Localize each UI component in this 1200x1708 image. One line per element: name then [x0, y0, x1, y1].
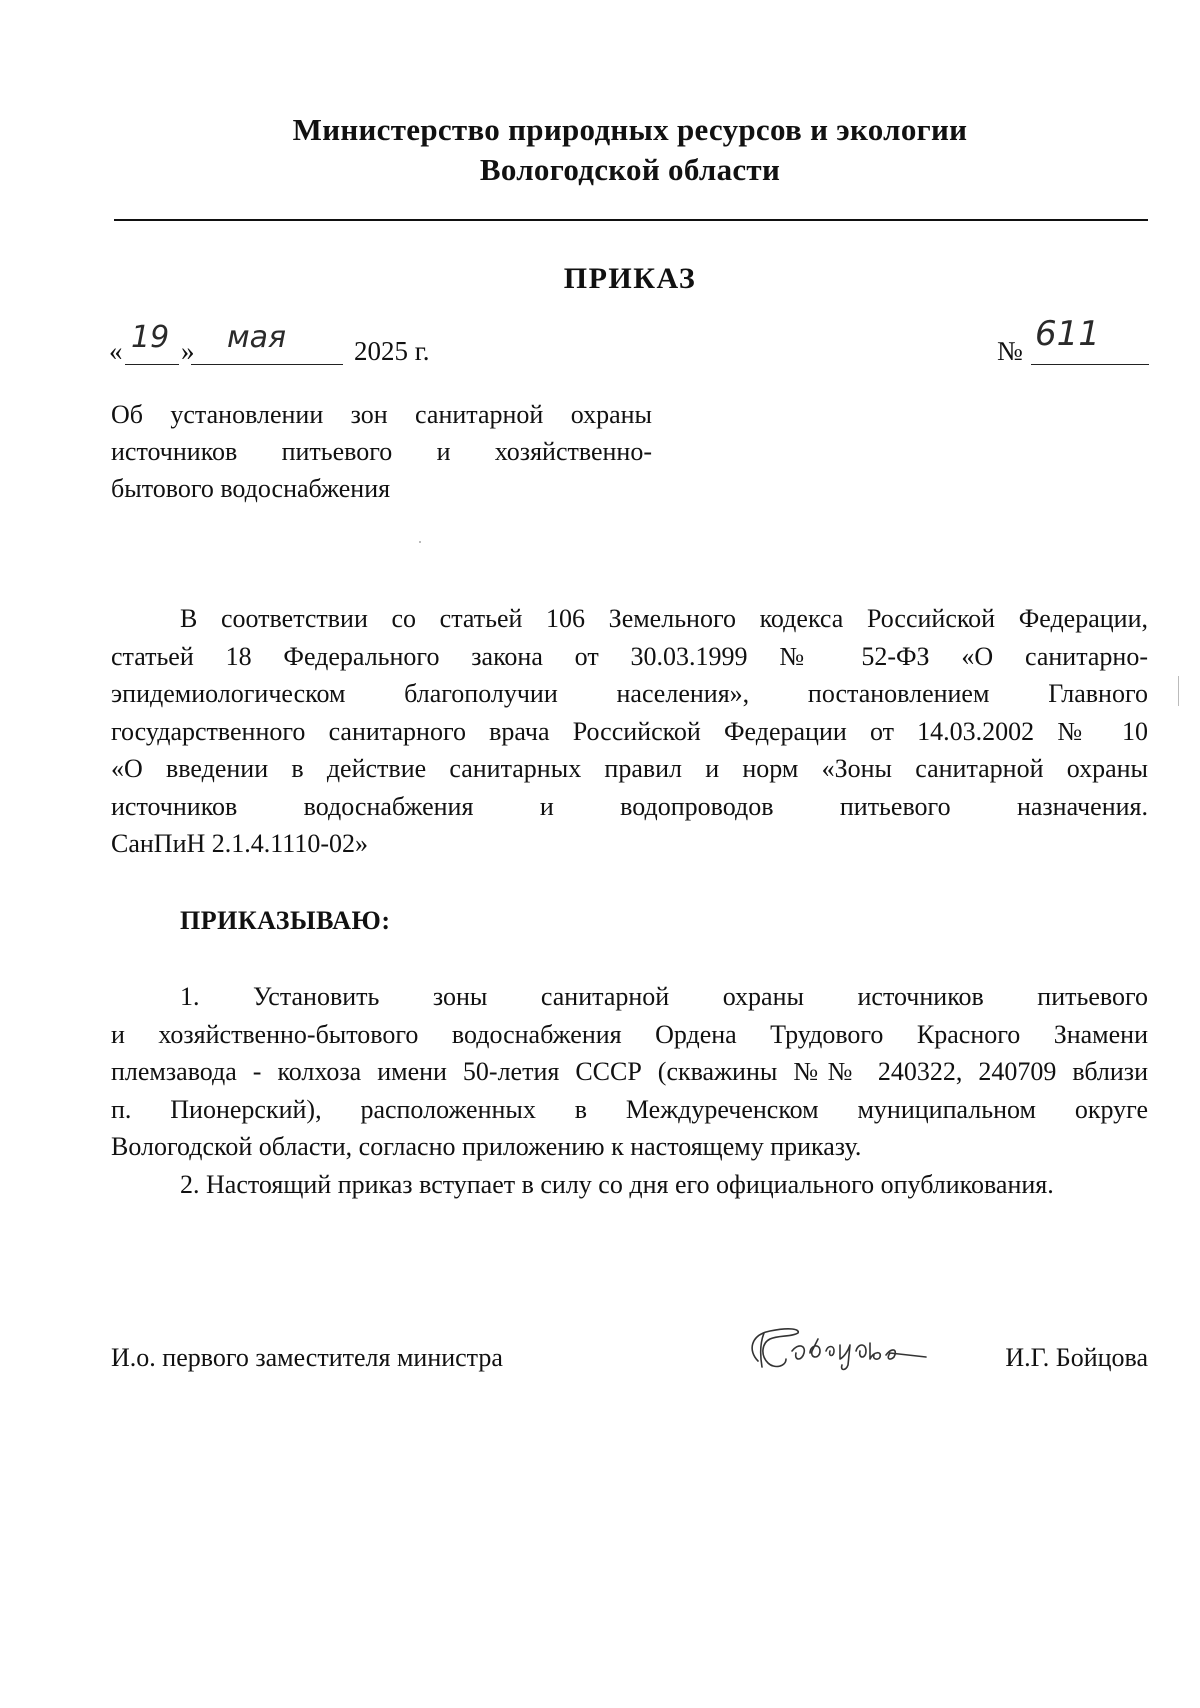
date-year: 2025 г.	[354, 336, 430, 366]
subject-line: бытового водоснабжения	[111, 474, 391, 503]
date-open-quote: «	[109, 336, 123, 366]
day-underline	[125, 364, 179, 365]
item-1-line: племзавода - колхоза имени 50-летия СССР (скважины №№ 240322, 240709 вблизи	[111, 1057, 1148, 1086]
preamble-line: СанПиН 2.1.4.1110-02»	[111, 829, 368, 858]
preamble-line: государственного санитарного врача Российской Федерации от 14.03.2002 № 10	[111, 716, 1148, 746]
signatory-position: И.о. первого заместителя министра	[111, 1343, 503, 1372]
item-1-line: п. Пионерский), расположенных в Междуреченском муниципальном округе	[111, 1094, 1148, 1124]
preamble-line: источников водоснабжения и водопроводов питьевого назначения.	[111, 791, 1148, 821]
order-directive-heading: ПРИКАЗЫВАЮ:	[180, 906, 391, 935]
handwritten-number: 611	[1035, 314, 1100, 354]
item-1-line: Вологодской области, согласно приложению к настоящему приказу.	[111, 1132, 862, 1161]
ministry-name-line1: Министерство природных ресурсов и экологии	[292, 112, 968, 147]
header-divider	[114, 219, 1148, 221]
ministry-header	[0, 110, 1200, 190]
preamble-paragraph	[111, 600, 1148, 863]
preamble-line: эпидемиологическом благополучии населения», постановлением Главного	[111, 679, 1148, 708]
date-number-line	[109, 314, 1149, 370]
document-title: ПРИКАЗ	[563, 262, 697, 295]
subject-block	[111, 396, 652, 507]
item-2-line: 2. Настоящий приказ вступает в силу со дня его официального опубликования.	[180, 1169, 1054, 1199]
scan-speck	[419, 541, 421, 543]
order-items	[111, 978, 1148, 1203]
handwritten-month: мая	[227, 320, 287, 355]
preamble-line: статьей 18 Федерального закона от 30.03.1999 № 52-ФЗ «О санитарно-	[111, 641, 1148, 671]
handwritten-signature	[740, 1321, 930, 1381]
signature-block	[111, 1343, 1148, 1403]
date-close-quote: »	[181, 336, 195, 366]
preamble-line: В соответствии со статьей 106 Земельного кодекса Российской Федерации,	[180, 604, 1148, 633]
number-underline	[1031, 364, 1149, 365]
item-1-line: 1. Установить зоны санитарной охраны источников питьевого	[180, 982, 1148, 1011]
scan-edge-mark	[1178, 676, 1179, 706]
ministry-name-line2: Вологодской области	[479, 152, 781, 187]
item-1-line: и хозяйственно-бытового водоснабжения Ордена Трудового Красного Знамени	[111, 1019, 1148, 1049]
subject-line: Об установлении зон санитарной охраны	[111, 400, 652, 429]
month-underline	[191, 364, 343, 365]
number-sign: №	[997, 336, 1023, 366]
signatory-name: И.Г. Бойцова	[1005, 1343, 1148, 1372]
subject-line: источников питьевого и хозяйственно-	[111, 437, 652, 466]
preamble-line: «О введении в действие санитарных правил и норм «Зоны санитарной охраны	[111, 754, 1148, 783]
handwritten-day: 19	[131, 320, 170, 355]
